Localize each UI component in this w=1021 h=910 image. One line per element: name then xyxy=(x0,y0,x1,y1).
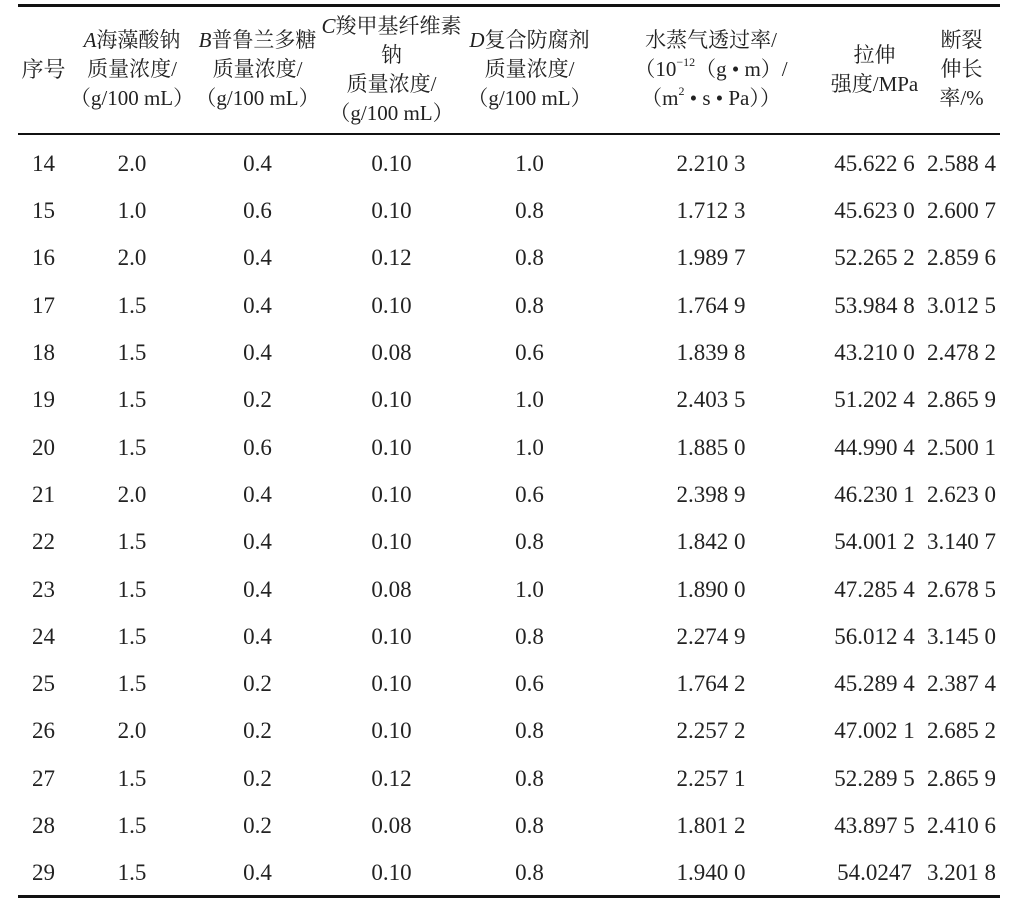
cell-wvp: 1.764 9 xyxy=(676,292,746,318)
cell-b: 0.2 xyxy=(243,765,272,791)
table-row xyxy=(18,660,1000,707)
table-row xyxy=(18,424,1000,471)
cell-a: 1.5 xyxy=(117,623,147,649)
cell-d: 1.0 xyxy=(515,387,544,413)
cell-wvp: 2.274 9 xyxy=(676,623,746,649)
cell-tensile: 54.001 2 xyxy=(834,529,915,555)
cell-a: 1.5 xyxy=(117,387,147,413)
cell-seq: 19 xyxy=(32,387,55,413)
cell-tensile: 52.265 2 xyxy=(834,245,915,271)
header-elongation xyxy=(923,6,1000,134)
cell-wvp: 1.842 0 xyxy=(676,529,746,555)
cell-wvp: 2.403 5 xyxy=(676,387,746,413)
cell-c: 0.10 xyxy=(371,481,412,507)
cell-wvp: 2.398 9 xyxy=(676,481,746,507)
cell-wvp: 1.801 2 xyxy=(676,813,746,838)
cell-a: 1.5 xyxy=(117,529,147,555)
cell-seq: 23 xyxy=(32,576,55,602)
cell-d: 0.8 xyxy=(515,292,544,318)
cell-seq: 26 xyxy=(32,718,55,744)
cell-tensile: 45.623 0 xyxy=(834,198,915,224)
table-row xyxy=(18,329,1000,376)
cell-tensile: 45.622 6 xyxy=(834,151,915,176)
header-seq xyxy=(18,6,69,134)
cell-c: 0.10 xyxy=(371,718,412,744)
header-b-unit2: （g/100 mL） xyxy=(195,86,320,111)
header-b-unit1: 质量浓度/ xyxy=(212,57,303,82)
cell-seq: 25 xyxy=(32,671,55,697)
cell-d: 1.0 xyxy=(515,576,544,602)
cell-a: 1.5 xyxy=(117,340,147,366)
cell-c: 0.10 xyxy=(371,387,412,413)
cell-elongation: 2.410 6 xyxy=(927,813,996,838)
cell-b: 0.2 xyxy=(243,718,272,744)
header-wvp-line3-pre: （m xyxy=(641,86,679,111)
cell-wvp: 2.210 3 xyxy=(676,151,746,176)
cell-seq: 24 xyxy=(32,623,55,649)
cell-d: 0.8 xyxy=(515,198,544,224)
cell-seq: 20 xyxy=(32,434,55,460)
header-wvp-line2-sup: −12 xyxy=(676,55,696,70)
header-c-letter: C xyxy=(321,13,336,38)
cell-b: 0.4 xyxy=(195,850,320,897)
cell-a: 2.0 xyxy=(117,245,147,271)
cell-elongation: 2.685 2 xyxy=(927,718,996,744)
cell-d: 0.8 xyxy=(515,765,544,791)
cell-elongation: 2.865 9 xyxy=(927,765,996,791)
cell-a: 1.5 xyxy=(117,765,147,791)
cell-b: 0.4 xyxy=(243,151,272,176)
cell-tensile: 56.012 4 xyxy=(834,623,915,649)
header-a-unit2: （g/100 mL） xyxy=(69,86,195,111)
cell-elongation: 2.678 5 xyxy=(927,576,996,602)
cell-c: 0.10 xyxy=(371,151,412,176)
table-row xyxy=(18,519,1000,566)
header-a xyxy=(69,6,195,134)
cell-b: 0.4 xyxy=(243,481,272,507)
header-d-letter: D xyxy=(469,28,485,53)
cell-c: 0.08 xyxy=(371,813,412,838)
cell-seq: 16 xyxy=(32,245,55,271)
header-row xyxy=(18,6,1000,134)
header-wvp-line1: 水蒸气透过率/ xyxy=(645,28,777,53)
cell-tensile: 52.289 5 xyxy=(834,765,915,791)
cell-seq: 22 xyxy=(32,529,55,555)
cell-tensile: 47.285 4 xyxy=(834,576,915,602)
cell-c: 0.12 xyxy=(371,765,412,791)
cell-c: 0.08 xyxy=(371,340,412,366)
header-d xyxy=(463,6,596,134)
cell-b: 0.6 xyxy=(243,434,272,460)
cell-seq: 27 xyxy=(32,765,55,791)
cell-c: 0.10 xyxy=(371,623,412,649)
header-c-unit1: 质量浓度/ xyxy=(346,71,437,96)
cell-c: 0.10 xyxy=(371,292,412,318)
header-c-name: 羧甲基纤维素钠 xyxy=(335,13,462,67)
header-wvp xyxy=(596,6,826,134)
cell-d: 0.8 xyxy=(515,245,544,271)
cell-seq: 21 xyxy=(32,481,55,507)
table-body xyxy=(18,134,1000,897)
cell-elongation: 2.859 6 xyxy=(927,245,996,271)
header-c xyxy=(320,6,463,134)
cell-d: 0.6 xyxy=(515,671,544,697)
cell-a: 1.5 xyxy=(117,292,147,318)
table-row xyxy=(18,471,1000,518)
cell-tensile: 44.990 4 xyxy=(834,434,915,460)
table-row xyxy=(18,566,1000,613)
cell-elongation: 2.478 2 xyxy=(927,340,996,366)
cell-a: 1.5 xyxy=(117,813,147,838)
cell-b: 0.2 xyxy=(243,387,272,413)
cell-a: 1.5 xyxy=(117,576,147,602)
cell-c: 0.12 xyxy=(371,245,412,271)
cell-d: 0.8 xyxy=(515,718,544,744)
table-row xyxy=(18,708,1000,755)
header-c-unit2: （g/100 mL） xyxy=(329,100,454,125)
cell-a: 2.0 xyxy=(117,481,147,507)
header-a-unit1: 质量浓度/ xyxy=(87,57,177,82)
header-wvp-line2-post: （g • m）/ xyxy=(695,57,788,82)
table-row xyxy=(18,188,1000,235)
cell-d: 0.6 xyxy=(515,481,544,507)
cell-seq: 18 xyxy=(32,340,55,366)
cell-tensile: 47.002 1 xyxy=(834,718,915,744)
cell-a: 1.5 xyxy=(117,671,147,697)
cell-d: 0.6 xyxy=(515,340,544,366)
header-b-name: 普鲁兰多糖 xyxy=(211,28,317,53)
header-wvp-line3-post: • s • Pa）） xyxy=(684,86,781,111)
cell-a: 2.0 xyxy=(117,718,147,744)
cell-elongation: 3.145 0 xyxy=(927,623,996,649)
cell-b: 0.2 xyxy=(243,671,272,697)
header-wvp-line2-pre: （10 xyxy=(634,57,677,82)
header-wvp-line3-sup: 2 xyxy=(678,84,685,99)
header-a-letter: A xyxy=(83,28,97,53)
header-d-unit1: 质量浓度/ xyxy=(484,57,575,82)
cell-b: 0.4 xyxy=(243,529,272,555)
cell-elongation: 3.012 5 xyxy=(927,292,996,318)
header-tensile-line1: 拉伸 xyxy=(853,42,896,67)
cell-elongation: 2.500 1 xyxy=(927,434,996,460)
cell-b: 0.2 xyxy=(243,813,272,838)
cell-c: 0.08 xyxy=(371,576,412,602)
cell-a: 1.0 xyxy=(117,198,147,224)
cell-elongation: 3.201 8 xyxy=(923,850,1000,897)
cell-wvp: 1.890 0 xyxy=(676,576,746,602)
cell-wvp: 1.940 0 xyxy=(596,850,826,897)
header-elongation-line2: 伸长率/% xyxy=(939,57,984,111)
table-row xyxy=(18,235,1000,282)
cell-b: 0.4 xyxy=(243,292,272,318)
cell-wvp: 2.257 1 xyxy=(676,765,746,791)
cell-d: 1.0 xyxy=(515,151,544,176)
cell-c: 0.10 xyxy=(371,434,412,460)
cell-wvp: 1.712 3 xyxy=(676,198,746,224)
header-seq-label: 序号 xyxy=(21,57,66,83)
cell-wvp: 2.257 2 xyxy=(676,718,746,744)
cell-wvp: 1.839 8 xyxy=(676,340,746,366)
cell-c: 0.10 xyxy=(371,198,412,224)
cell-c: 0.10 xyxy=(320,850,463,897)
cell-elongation: 2.588 4 xyxy=(927,151,996,176)
cell-tensile: 43.210 0 xyxy=(834,340,915,366)
cell-d: 0.8 xyxy=(515,623,544,649)
cell-b: 0.4 xyxy=(243,245,272,271)
cell-tensile: 54.0247 xyxy=(826,850,923,897)
cell-wvp: 1.885 0 xyxy=(676,434,746,460)
cell-a: 1.5 xyxy=(117,434,147,460)
cell-elongation: 2.387 4 xyxy=(927,671,996,697)
cell-d: 1.0 xyxy=(515,434,544,460)
header-a-name: 海藻酸钠 xyxy=(96,28,181,53)
header-elongation-line1: 断裂 xyxy=(940,28,983,53)
cell-d: 0.8 xyxy=(463,850,596,897)
cell-elongation: 3.140 7 xyxy=(927,529,996,555)
cell-a: 2.0 xyxy=(117,151,147,176)
cell-a: 1.5 xyxy=(69,850,195,897)
header-b xyxy=(195,6,320,134)
table-row xyxy=(18,613,1000,660)
cell-c: 0.10 xyxy=(371,671,412,697)
table-row xyxy=(18,755,1000,802)
header-d-unit2: （g/100 mL） xyxy=(467,86,592,111)
header-tensile-line2: 强度/MPa xyxy=(830,71,919,96)
cell-seq: 15 xyxy=(32,198,55,224)
table-row xyxy=(18,850,1000,897)
table-row xyxy=(18,282,1000,329)
results-table xyxy=(18,4,1000,898)
cell-c: 0.10 xyxy=(371,529,412,555)
cell-seq: 14 xyxy=(32,151,55,176)
cell-seq: 28 xyxy=(32,813,55,838)
cell-tensile: 43.897 5 xyxy=(834,813,915,838)
cell-d: 0.8 xyxy=(515,813,544,838)
header-d-name: 复合防腐剂 xyxy=(484,28,590,53)
cell-elongation: 2.600 7 xyxy=(927,198,996,224)
cell-tensile: 53.984 8 xyxy=(834,292,915,318)
cell-tensile: 46.230 1 xyxy=(834,481,915,507)
cell-wvp: 1.989 7 xyxy=(676,245,746,271)
cell-tensile: 51.202 4 xyxy=(834,387,915,413)
header-tensile xyxy=(826,6,923,134)
cell-b: 0.4 xyxy=(243,623,272,649)
cell-b: 0.4 xyxy=(243,340,272,366)
table-row xyxy=(18,802,1000,849)
cell-b: 0.4 xyxy=(243,576,272,602)
cell-b: 0.6 xyxy=(243,198,272,224)
table-row xyxy=(18,134,1000,188)
cell-seq: 29 xyxy=(18,850,69,897)
table-row xyxy=(18,377,1000,424)
cell-seq: 17 xyxy=(32,292,55,318)
cell-d: 0.8 xyxy=(515,529,544,555)
cell-wvp: 1.764 2 xyxy=(676,671,746,697)
cell-tensile: 45.289 4 xyxy=(834,671,915,697)
cell-elongation: 2.865 9 xyxy=(927,387,996,413)
header-b-letter: B xyxy=(198,28,212,53)
cell-elongation: 2.623 0 xyxy=(927,481,996,507)
